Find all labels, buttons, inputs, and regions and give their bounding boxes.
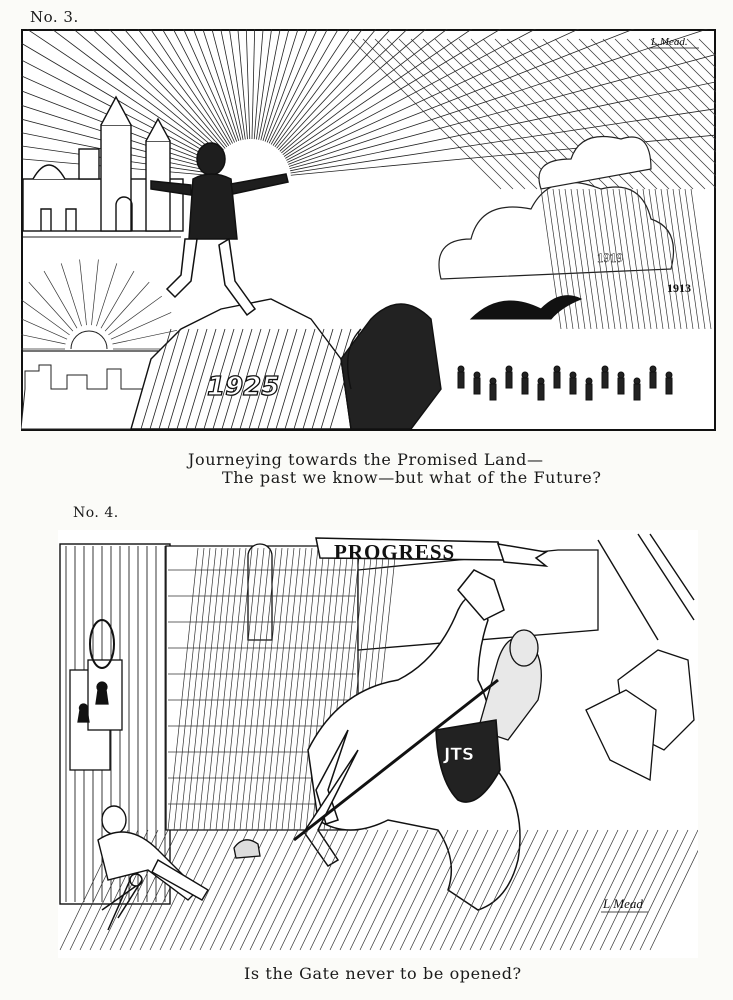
year-1913-label: 1913 — [667, 281, 691, 295]
year-1925-label: 1925 — [207, 372, 280, 402]
cartoon-3-signature: L.Mead. — [651, 36, 688, 48]
year-1919-label: 1919 — [597, 250, 623, 265]
cartoon-4-illustration — [58, 530, 698, 958]
jts-shield-text: JTS — [444, 745, 475, 765]
cartoon-3-illustration — [21, 29, 716, 431]
cartoon-4-caption: Is the Gate never to be opened? — [244, 964, 522, 983]
cartoon-3-number-label: No. 3. — [30, 8, 79, 26]
cartoon-3-caption-line-2: The past we know—but what of the Future? — [222, 468, 602, 487]
progress-banner-text: PROGRESS — [334, 540, 456, 564]
cartoon-4-signature: L Mead — [603, 896, 643, 911]
cartoon-3-caption-line-1: Journeying towards the Promised Land— — [188, 450, 544, 469]
cartoon-4-number-label: No. 4. — [73, 505, 119, 521]
